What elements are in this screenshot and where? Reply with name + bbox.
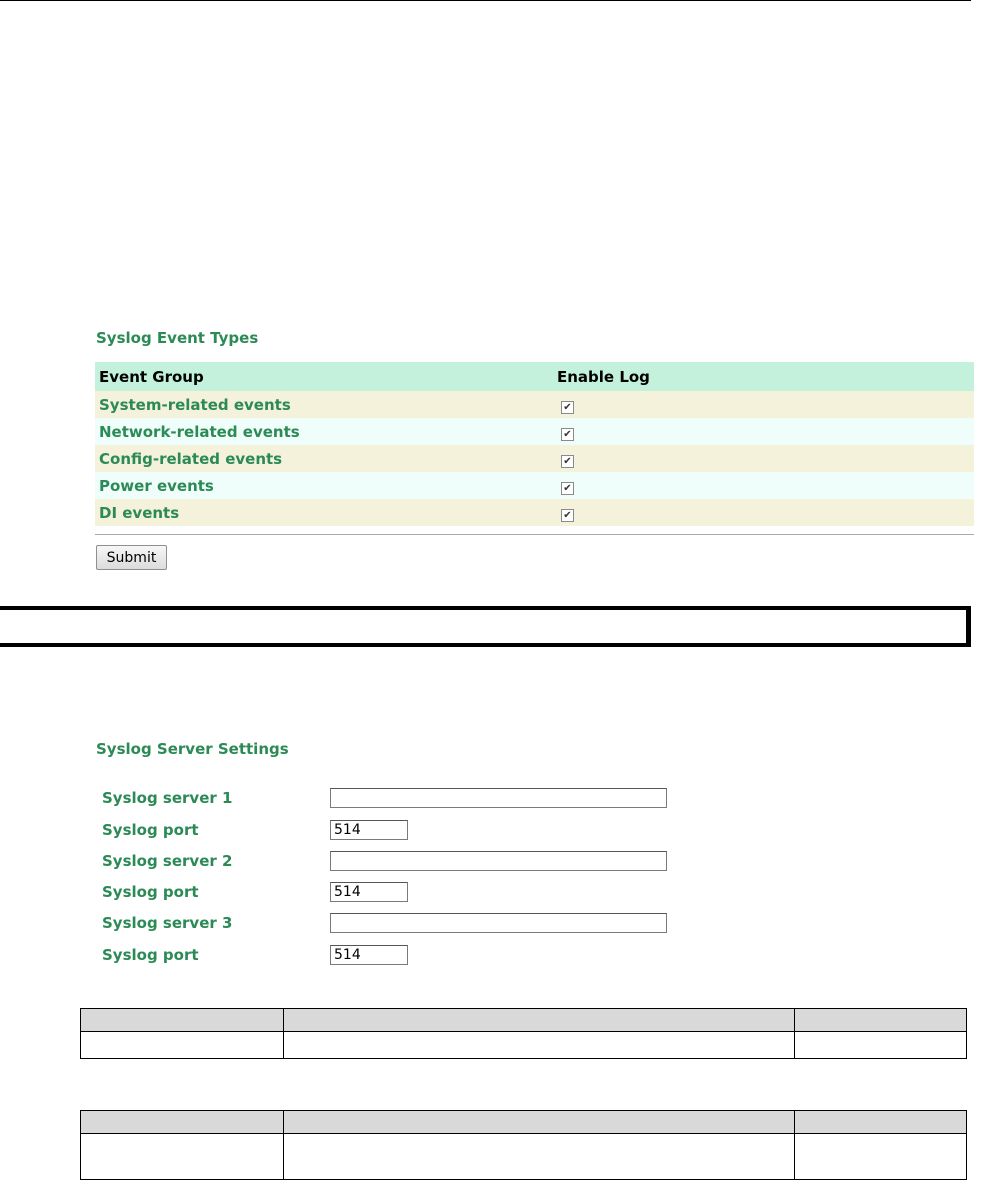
event-row-config [95, 445, 974, 472]
table-row [81, 1134, 967, 1180]
event-row-power [95, 472, 974, 499]
enable-log-checkbox[interactable]: ✔ [561, 482, 574, 495]
submit-button[interactable]: Submit [96, 545, 167, 570]
event-row-network [95, 418, 974, 445]
enable-log-checkbox[interactable]: ✔ [561, 428, 574, 441]
syslog-port-1-label: Syslog port [102, 821, 199, 839]
syslog-server-1-input[interactable] [330, 788, 667, 808]
event-row-di [95, 499, 974, 526]
syslog-server-2-row [102, 850, 667, 872]
page-top-rule [0, 0, 971, 1]
syslog-server-2-input[interactable] [330, 851, 667, 871]
enable-log-checkbox[interactable]: ✔ [561, 401, 574, 414]
setting-table-1 [80, 1008, 967, 1059]
event-group-label: System-related events [99, 395, 291, 414]
event-group-label: Power events [99, 476, 214, 495]
syslog-server-3-input[interactable] [330, 913, 667, 933]
col-enable-log: Enable Log [557, 367, 650, 386]
table-row [81, 1032, 967, 1059]
syslog-port-1-input[interactable] [330, 820, 408, 840]
table-header-row [81, 1111, 967, 1134]
col-event-group: Event Group [99, 367, 204, 386]
syslog-server-1-label: Syslog server 1 [102, 789, 233, 807]
syslog-port-2-label: Syslog port [102, 883, 199, 901]
syslog-port-2-row [102, 881, 408, 903]
syslog-server-3-label: Syslog server 3 [102, 914, 233, 932]
event-table-header [95, 362, 974, 391]
enable-log-checkbox[interactable]: ✔ [561, 509, 574, 522]
syslog-port-3-label: Syslog port [102, 946, 199, 964]
event-types-title: Syslog Event Types [96, 329, 259, 347]
syslog-port-1-row [102, 819, 408, 841]
event-group-label: Network-related events [99, 422, 300, 441]
event-types-table [95, 362, 974, 526]
event-group-label: Config-related events [99, 449, 283, 468]
note-box [0, 606, 971, 647]
syslog-server-3-row [102, 912, 667, 934]
syslog-port-3-row [102, 944, 408, 966]
table-header-row [81, 1009, 967, 1032]
event-row-system [95, 391, 974, 418]
syslog-server-2-label: Syslog server 2 [102, 852, 233, 870]
syslog-server-1-row [102, 787, 667, 809]
enable-log-checkbox[interactable]: ✔ [561, 455, 574, 468]
syslog-port-3-input[interactable] [330, 945, 408, 965]
syslog-port-2-input[interactable] [330, 882, 408, 902]
table-divider [95, 534, 974, 535]
event-group-label: DI events [99, 503, 180, 522]
server-settings-title: Syslog Server Settings [96, 740, 289, 758]
setting-table-2 [80, 1110, 967, 1180]
